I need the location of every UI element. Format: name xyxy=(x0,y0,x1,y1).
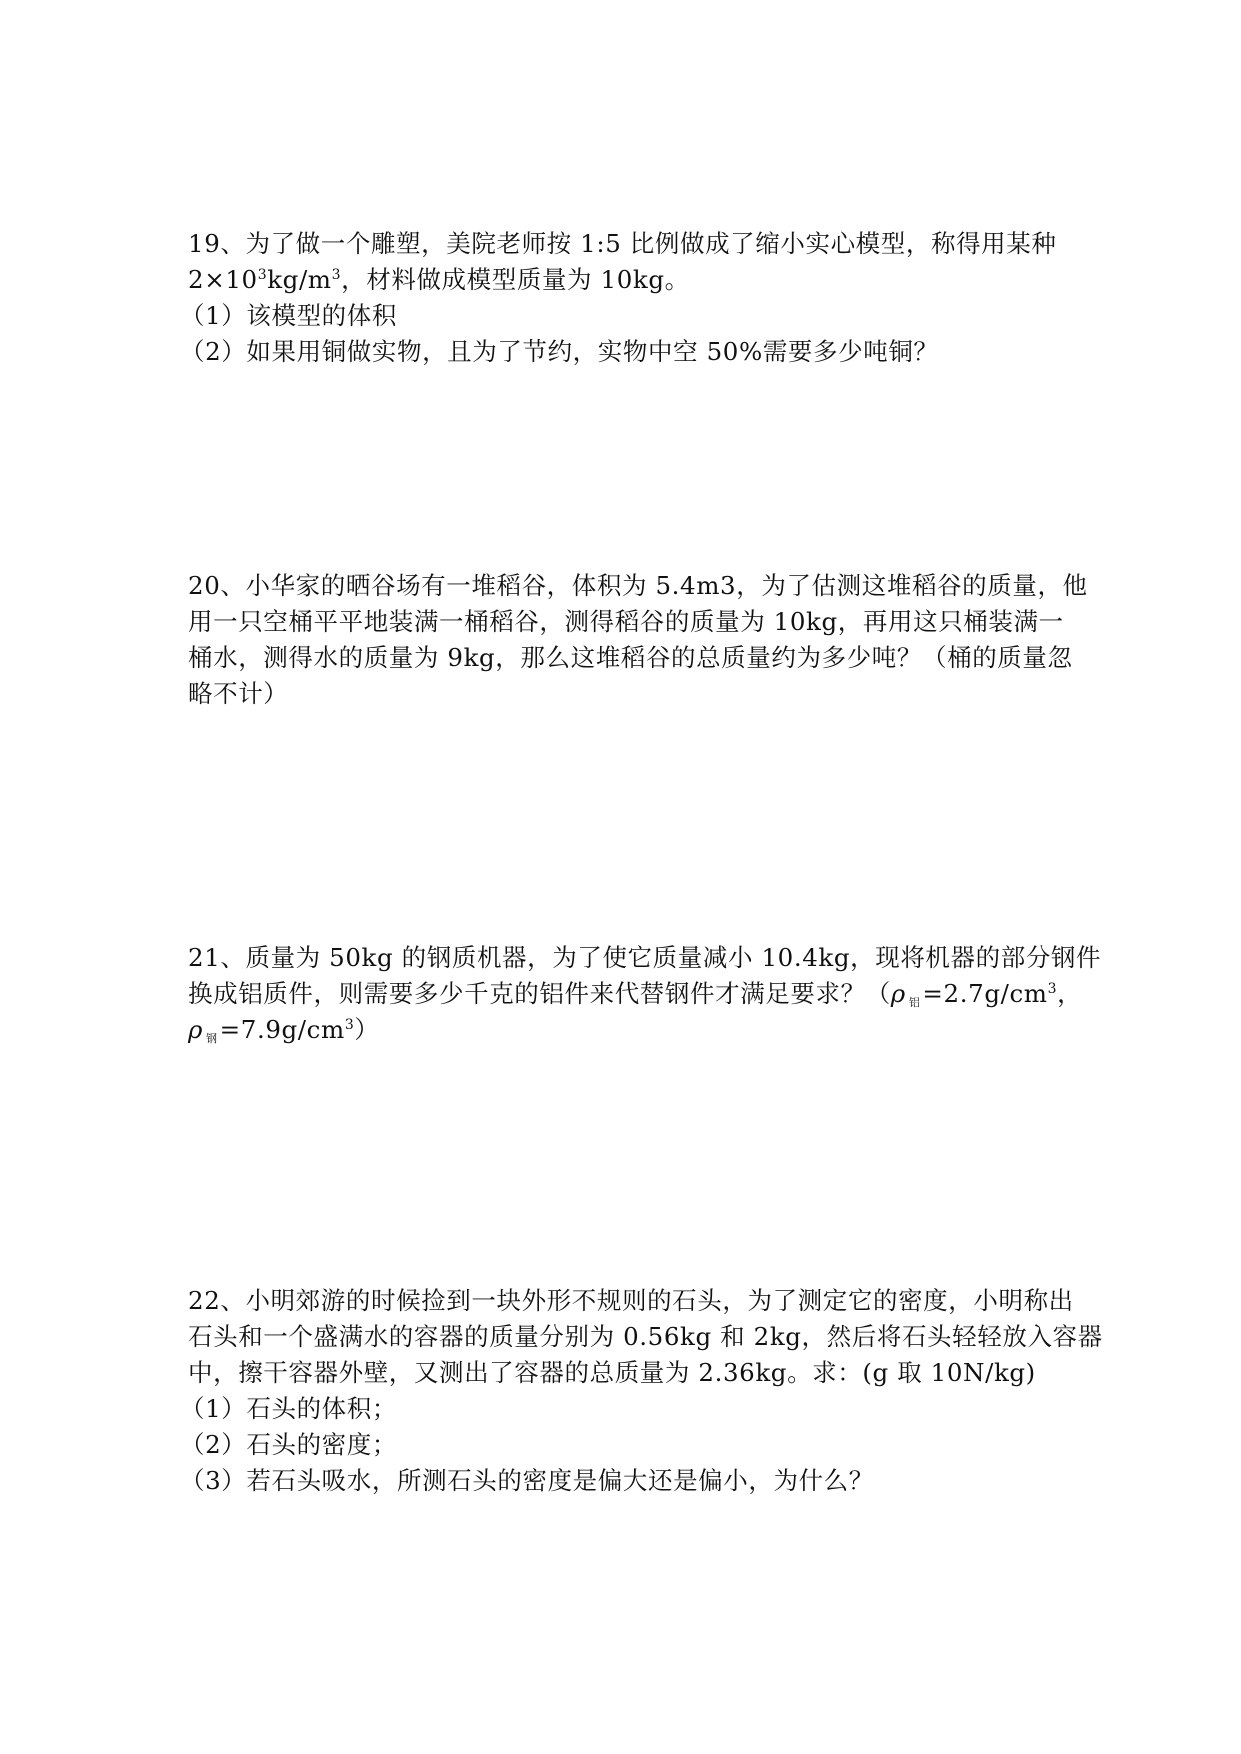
q22-line-1: 22、小明郊游的时候捡到一块外形不规则的石头，为了测定它的密度，小明称出 xyxy=(188,1286,1074,1315)
q19-part-2: （2）如果用铜做实物，且为了节约，实物中空 50%需要多少吨铜？ xyxy=(180,337,939,366)
q19-part-1: （1）该模型的体积 xyxy=(180,301,397,330)
q22-part-2: （2）石头的密度； xyxy=(180,1430,397,1459)
q22-line-2: 石头和一个盛满水的容器的质量分别为 0.56kg 和 2kg，然后将石头轻轻放入容器 xyxy=(188,1322,1103,1351)
q20-line-4: 略不计） xyxy=(188,679,289,708)
q21-line-2: 换成铝质件，则需要多少千克的铝件来代替钢件才满足要求？（ρ 铝$=2.7g/cm^3$， xyxy=(188,979,1083,1009)
q19-line-1: 19、为了做一个雕塑，美院老师按 1:5 比例做成了缩小实心模型，称得用某种 xyxy=(188,229,1057,258)
aluminium-subscript: 铝 xyxy=(908,996,921,1009)
rho-symbol: ρ xyxy=(188,1015,204,1044)
q22-part-1: （1）石头的体积； xyxy=(180,1394,397,1423)
q20-line-2: 用一只空桶平平地装满一桶稻谷，测得稻谷的质量为 10kg，再用这只桶装满一 xyxy=(188,607,1064,636)
q21-line-1: 21、质量为 50kg 的钢质机器，为了使它质量减小 10.4kg，现将机器的部分钢件 xyxy=(188,943,1102,972)
q20-line-1: 20、小华家的晒谷场有一堆稻谷，体积为 5.4m3，为了估测这堆稻谷的质量，他 xyxy=(188,571,1088,600)
rho-symbol: ρ xyxy=(890,979,906,1008)
q21-line-3: ρ钢$=7.9g/cm^3$） xyxy=(188,1015,380,1045)
q22-part-3: （3）若石头吸水，所测石头的密度是偏大还是偏小，为什么？ xyxy=(180,1466,874,1495)
q19-line-2: $2\times 10^3kg/m^3$，材料做成模型质量为 10kg。 xyxy=(188,265,690,294)
q22-line-3: 中，擦干容器外壁，又测出了容器的总质量为 2.36kg。求：(g 取 10N/kg) xyxy=(188,1358,1036,1387)
q20-line-3: 桶水，测得水的质量为 9kg，那么这堆稻谷的总质量约为多少吨？（桶的质量忽 xyxy=(188,643,1073,672)
steel-subscript: 钢 xyxy=(206,1032,218,1045)
